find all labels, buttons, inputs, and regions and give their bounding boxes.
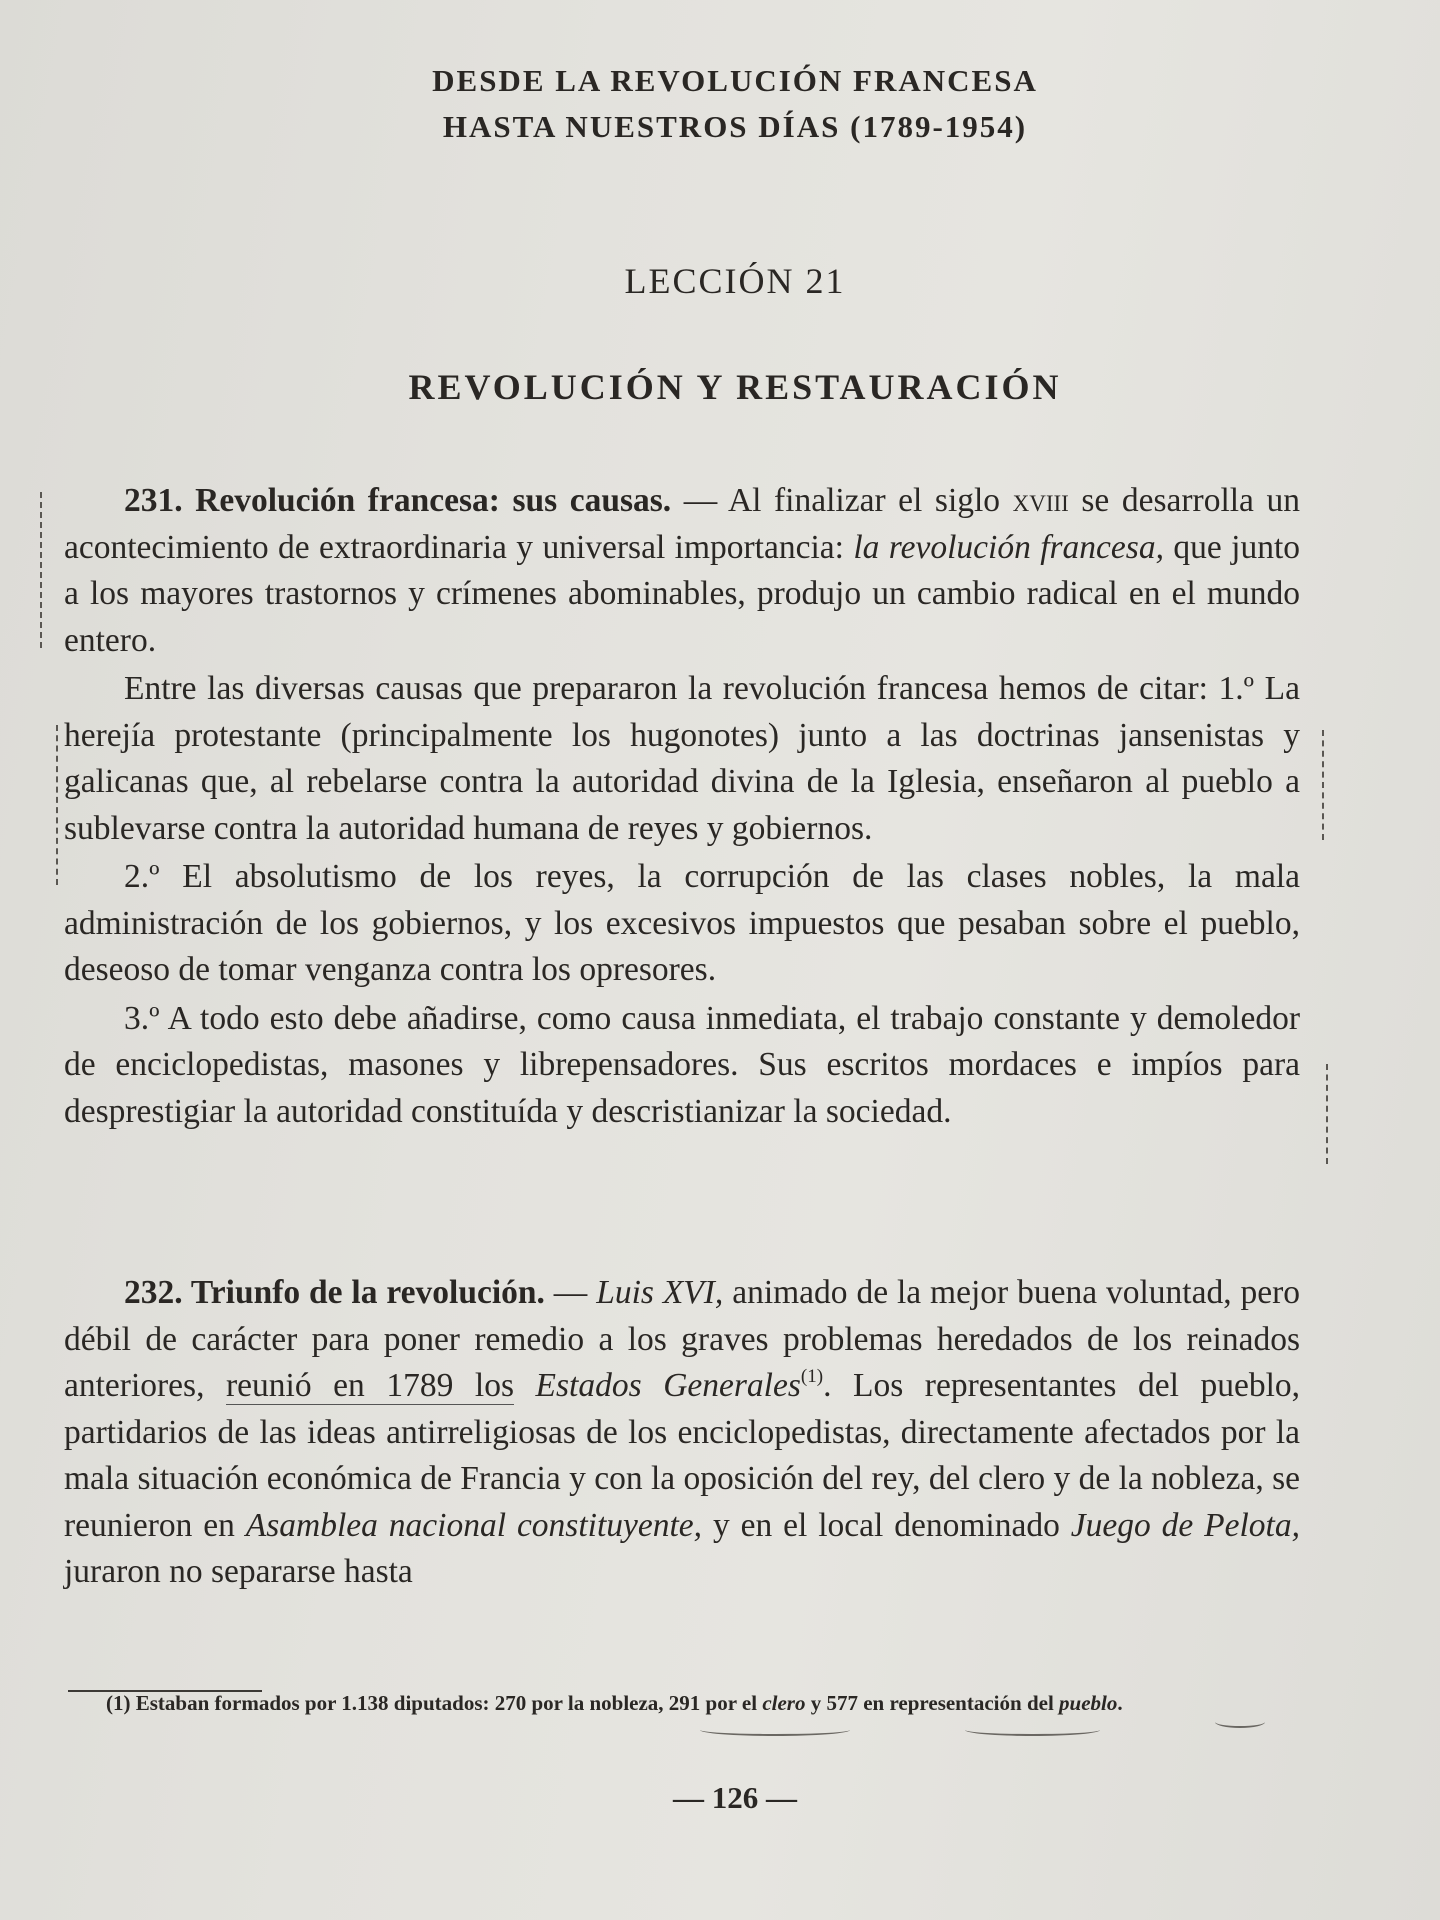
part-header [0, 58, 1440, 150]
footnote-reference: (1) [800, 1366, 824, 1387]
section-231-paragraph-1 [64, 478, 1300, 664]
section-231 [64, 478, 1300, 1135]
emphasis-text: Asamblea nacional constituyente, [245, 1506, 703, 1544]
margin-pencil-mark [1322, 730, 1324, 840]
emphasis-text: Estados Generales [514, 1367, 801, 1404]
margin-pencil-mark [40, 492, 42, 648]
emphasis-text: Juego de Pelota, [1070, 1506, 1300, 1544]
pencil-underline [700, 1724, 850, 1736]
section-232 [64, 1270, 1300, 1596]
section-231-paragraph-3: 2.º El absolutismo de los reyes, la corrupción de las clases nobles, la mala administración de los gobiernos, y los excesivos impuestos que pesaban sobre el pueblo, deseoso de tomar venganza contra los opresores. [64, 858, 1300, 988]
section-232-text: juraron no separarse hasta [64, 1553, 413, 1590]
section-231-text: Al finalizar el siglo [727, 482, 1013, 519]
em-dash: — [544, 1274, 597, 1311]
page-number: — 126 — [673, 1780, 797, 1815]
part-header-line1: DESDE LA REVOLUCIÓN FRANCESA [432, 63, 1038, 98]
margin-pencil-mark [56, 725, 58, 885]
footnote [72, 1688, 1302, 1718]
part-header-line2: HASTA NUESTROS DÍAS (1789-1954) [442, 109, 1028, 144]
footnote-emphasis: clero [762, 1691, 806, 1715]
em-dash: — [671, 482, 728, 519]
section-232-text: . Los representantes del pueblo, partidarios de las ideas antirreligiosas de los enciclopedistas, directamente afectados por la mala situación económica de Francia y con la oposición del rey, del clero y de la nobleza, se reunieron en [64, 1367, 1301, 1544]
footnote-text: y 577 en representación del [805, 1691, 1060, 1715]
section-231-paragraph-4: 3.º A todo esto debe añadirse, como causa inmediata, el trabajo constante y demoledor de enciclopedistas, masones y librepensadores. Sus escritos mordaces e impíos para desprestigiar la autoridad constituída y descristianizar la sociedad. [64, 999, 1300, 1130]
lesson-label: LECCIÓN 21 [624, 261, 846, 301]
footnote-text: (1) Estaban formados por 1.138 diputados: 270 por la nobleza, 291 por el [106, 1691, 763, 1715]
section-231-text: que junto a los mayores trastornos y crímenes abominables, produjo un cambio radical en el mundo entero. [64, 528, 1300, 659]
king-name: Luis XVI, [596, 1274, 724, 1311]
underlined-text: reunió en 1789 los [226, 1367, 514, 1404]
section-231-paragraph-2: Entre las diversas causas que prepararon la revolución francesa hemos de citar: 1.º La herejía protestante (principalmente los hugonotes) junto a las doctrinas jansenistas y galicanas que, al rebelarse contra la autoridad divina de la Iglesia, enseñaron al pueblo a sublevarse contra la autoridad humana de reyes y gobiernos. [64, 670, 1300, 847]
section-232-paragraph-1 [64, 1270, 1300, 1596]
margin-pencil-mark [1326, 1064, 1328, 1164]
emphasis-text: la revolución francesa, [853, 528, 1164, 566]
pencil-underline [965, 1724, 1100, 1736]
chapter-title: REVOLUCIÓN Y RESTAURACIÓN [408, 367, 1062, 407]
section-231-heading: 231. Revolución francesa: sus causas. [124, 482, 672, 519]
section-232-text: y en el local denominado [702, 1506, 1071, 1544]
section-232-heading: 232. Triunfo de la revolución. [124, 1274, 545, 1311]
footnote-text: . [1117, 1691, 1123, 1715]
footnote-emphasis: pueblo [1059, 1691, 1118, 1715]
pencil-underline [1215, 1716, 1265, 1728]
century-numeral: xviii [1012, 482, 1069, 519]
section-232-text: animado de la mejor buena voluntad, pero débil de carácter para poner remedio a los graves problemas heredados de los reinados anteriores, [64, 1274, 1301, 1404]
section-231-text: se desarrolla un acontecimiento de extraordinaria y universal importancia: [64, 482, 1300, 566]
